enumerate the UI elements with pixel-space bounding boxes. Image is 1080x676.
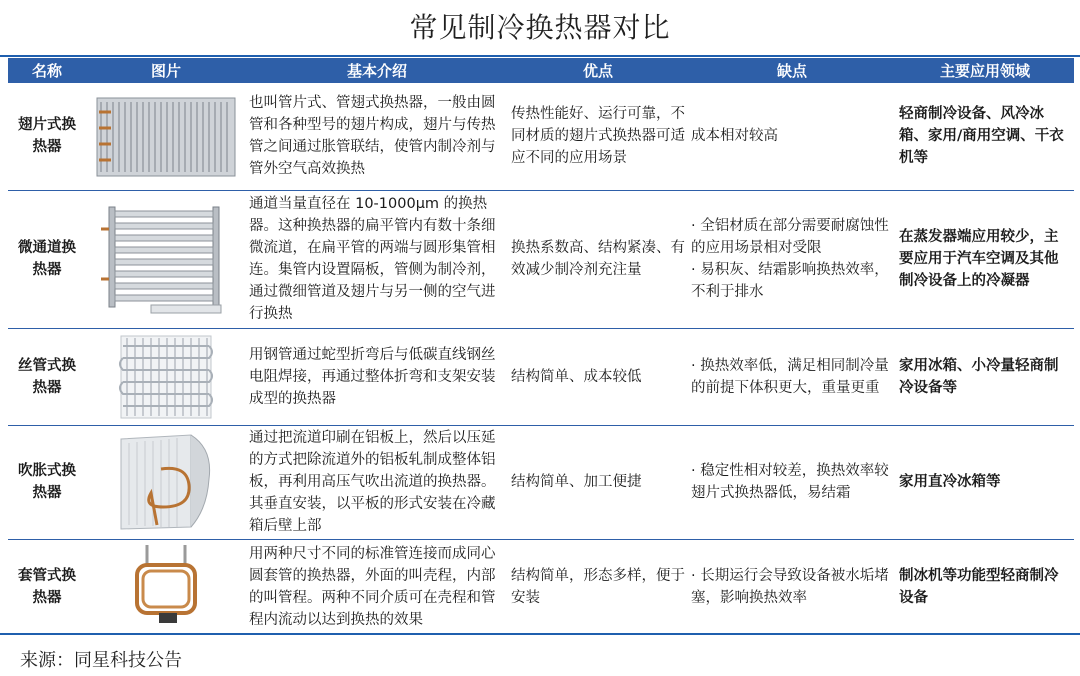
row-applications: 家用直冷冰箱等: [896, 425, 1074, 539]
row-image: [86, 539, 246, 634]
header-cons: 缺点: [688, 58, 896, 83]
row-pros: 传热性能好、运行可靠，不同材质的翅片式换热器可适应不同的应用场景: [508, 83, 688, 190]
roll-bond-heat-exchanger-icon: [91, 429, 241, 535]
header-applications: 主要应用领域: [896, 58, 1074, 83]
row-cons: 成本相对较高: [688, 83, 896, 190]
row-applications: 家用冰箱、小冷量轻商制冷设备等: [896, 328, 1074, 425]
row-intro: 也叫管片式、管翅式换热器，一般由圆管和各种型号的翅片构成，翅片与传热管之间通过胀管联结，使管内制冷剂与管外空气高效换热: [246, 83, 508, 190]
bottom-rule: [0, 633, 1080, 635]
row-image: [86, 328, 246, 425]
row-applications: 轻商制冷设备、风冷冰箱、家用/商用空调、干衣机等: [896, 83, 1074, 190]
row-name: 吹胀式换热器: [8, 425, 86, 539]
row-image: [86, 425, 246, 539]
top-rule: [0, 55, 1080, 57]
row-image: [86, 190, 246, 328]
row-pros: 结构简单，形态多样，便于安装: [508, 539, 688, 634]
table-header-row: [8, 58, 1074, 83]
row-applications: 在蒸发器端应用较少，主要应用于汽车空调及其他制冷设备上的冷凝器: [896, 190, 1074, 328]
row-name: 丝管式换热器: [8, 328, 86, 425]
tube-in-tube-heat-exchanger-icon: [91, 543, 241, 631]
comparison-table: [8, 58, 1074, 635]
header-intro: 基本介绍: [246, 58, 508, 83]
row-cons: · 全铝材质在部分需要耐腐蚀性的应用场景相对受限 · 易积灰、结霜影响换热效率，不利于排水: [688, 190, 896, 328]
row-cons: · 稳定性相对较差，换热效率较翅片式换热器低，易结霜: [688, 425, 896, 539]
row-pros: 结构简单、加工便捷: [508, 425, 688, 539]
source-note: 来源：同星科技公告: [20, 650, 182, 671]
row-name: 套管式换热器: [8, 539, 86, 634]
row-intro: 通过把流道印刷在铝板上，然后以压延的方式把除流道外的铝板轧制成整体铝板，再利用高压气吹出流道的换热器。其垂直安装，以平板的形式安装在冷藏箱后壁上部: [246, 425, 508, 539]
header-pros: 优点: [508, 58, 688, 83]
row-pros: 换热系数高、结构紧凑、有效减少制冷剂充注量: [508, 190, 688, 328]
row-intro: 通道当量直径在 10-1000μm 的换热器。这种换热器的扁平管内有数十条细微流道，在扁平管的两端与圆形集管相连。集管内设置隔板，管侧为制冷剂，通过微细管道及翅片与另一侧的空气进行换热: [246, 190, 508, 328]
row-image: [86, 83, 246, 190]
fin-tube-heat-exchanger-icon: [91, 88, 241, 184]
row-name: 微通道换热器: [8, 190, 86, 328]
row-cons: · 换热效率低，满足相同制冷量的前提下体积更大，重量更重: [688, 328, 896, 425]
table-row: [8, 425, 1074, 539]
row-intro: 用钢管通过蛇型折弯后与低碳直线钢丝电阻焊接，再通过整体折弯和支架安装成型的换热器: [246, 328, 508, 425]
row-cons: · 长期运行会导致设备被水垢堵塞，影响换热效率: [688, 539, 896, 634]
table-row: [8, 83, 1074, 190]
row-pros: 结构简单、成本较低: [508, 328, 688, 425]
table-row: [8, 539, 1074, 634]
microchannel-heat-exchanger-icon: [91, 199, 241, 319]
header-name: 名称: [8, 58, 86, 83]
header-image: 图片: [86, 58, 246, 83]
row-applications: 制冰机等功能型轻商制冷设备: [896, 539, 1074, 634]
row-name: 翅片式换热器: [8, 83, 86, 190]
wire-tube-heat-exchanger-icon: [91, 332, 241, 422]
table-row: [8, 190, 1074, 328]
page-title: 常见制冷换热器对比: [409, 11, 671, 44]
row-intro: 用两种尺寸不同的标准管连接而成同心圆套管的换热器，外面的叫壳程，内部的叫管程。两种不同介质可在壳程和管程内流动以达到换热的效果: [246, 539, 508, 634]
table-row: [8, 328, 1074, 425]
